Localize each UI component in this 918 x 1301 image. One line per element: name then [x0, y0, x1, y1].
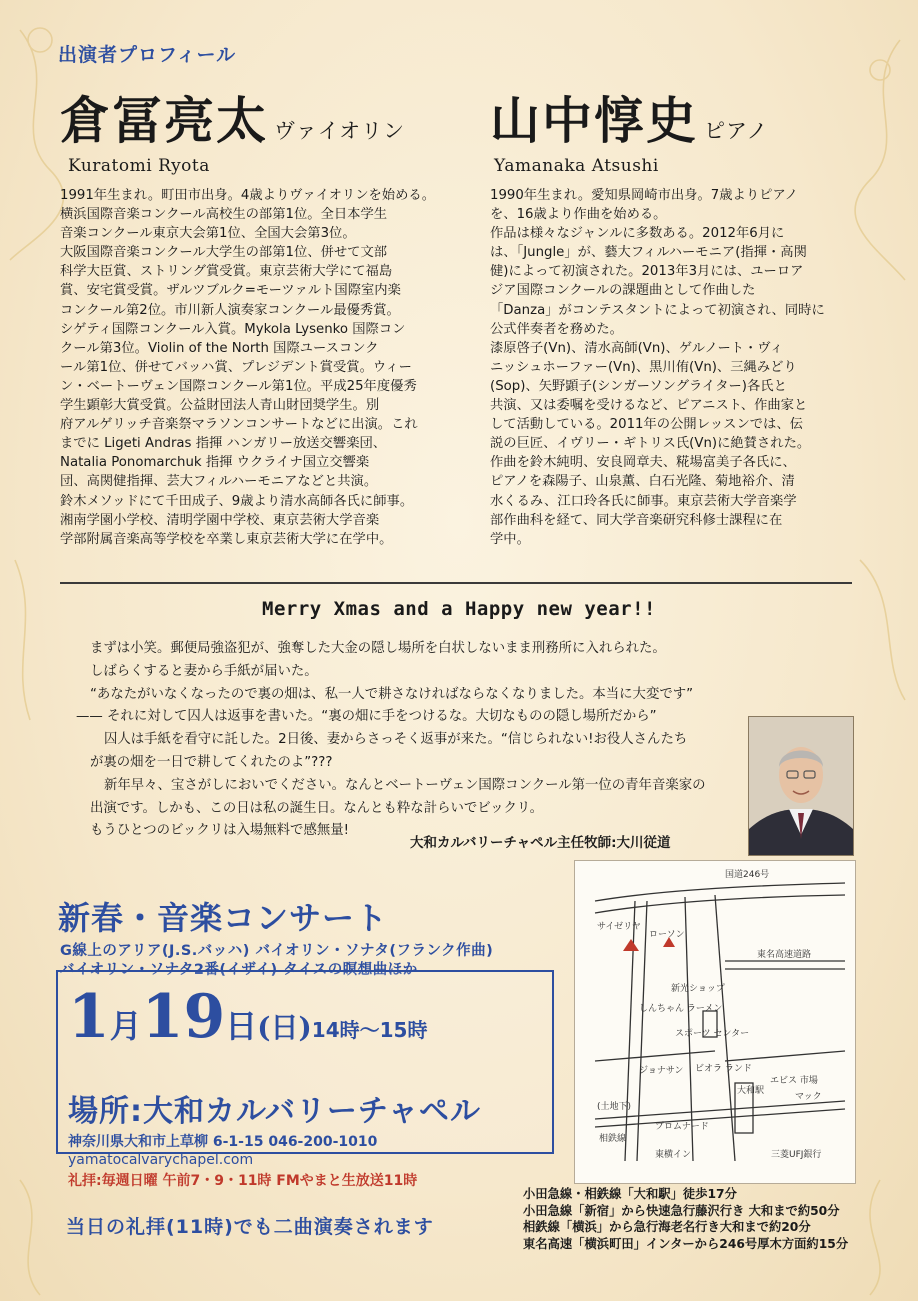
section-divider — [60, 582, 852, 584]
map-label-odakyu: (土地下) — [597, 1102, 632, 1112]
map-label-shinkeisho: 新光ショップ — [671, 984, 725, 994]
performer-name-en: Kuratomi Ryota — [68, 156, 210, 176]
access-line: 東名高速「横浜町田」インターから246号厚木方面約15分 — [523, 1236, 849, 1251]
bio-line: Natalia Ponomarchuk 指揮 ウクライナ国立交響楽 — [60, 455, 370, 471]
map-label-restaurant: サイゼリヤ — [597, 922, 641, 932]
performer-bio-violin — [60, 186, 452, 549]
worship-schedule: 礼拝:毎週日曜 午前7・9・11時 FMやまと生放送11時 — [68, 1173, 418, 1189]
bio-line: までに Ligeti Andras 指揮 ハンガリー放送交響楽団、 — [60, 436, 387, 452]
bio-line: シゲティ国際コンクール入賞。Mykola Lysenko 国際コン — [60, 321, 406, 337]
program-line: バイオリン・ソナタ2番(イザイ) タイスの瞑想曲ほか — [60, 962, 418, 978]
xmas-message — [76, 638, 740, 843]
map-label-mac: マック — [795, 1092, 822, 1102]
pastor-photo — [748, 716, 854, 856]
bio-line: 鈴木メソッドにて千田成子、9歳より清水高師各氏に師事。 — [60, 493, 414, 509]
bio-line: 漆原啓子(Vn)、清水高師(Vn)、ゲルノート・ヴィ — [490, 340, 784, 356]
bio-line: は、「Jungle」が、藝大フィルハーモニア(指揮・高関 — [490, 245, 807, 261]
bio-line: 湘南学園小学校、清明学園中学校、東京芸術大学音楽 — [60, 512, 380, 528]
message-line: 出演です。しかも、この日は私の誕生日。なんとも粋な計らいでビックリ。 — [90, 800, 544, 816]
map-label-sports: スポーツ センター — [675, 1029, 750, 1039]
message-line: もうひとつのビックリは入場無料で感無量! — [90, 823, 349, 839]
message-line: 新年早々、宝さがしにおいでください。なんとベートーヴェン国際コンクール第一位の青年音楽家の — [104, 777, 706, 793]
bio-line: 「Danza」がコンテスタントによって初演され、同時に — [490, 302, 825, 318]
section-label: 出演者プロフィール — [58, 44, 237, 66]
bio-line: 説の巨匠、イヴリー・ギトリス氏(Vn)に絶賛された。 — [490, 436, 811, 452]
bio-line: して活動している。2011年の公開レッスンでは、伝 — [490, 417, 803, 433]
xmas-title: Merry Xmas and a Happy new year!! — [262, 598, 656, 620]
bio-line: ジア国際コンクールの課題曲として作曲した — [490, 283, 756, 299]
bio-line: 作曲を鈴木純明、安良岡章夫、糀場富美子各氏に、 — [490, 455, 796, 471]
performer-role: ヴァイオリン — [274, 119, 406, 143]
message-line: しばらくすると妻から手紙が届いた。 — [90, 663, 318, 679]
date-month-unit: 月 — [109, 1007, 142, 1045]
bio-line: コンクール第2位。市川新人演奏家コンクール最優秀賞。 — [60, 302, 400, 318]
bio-line: 共演、又は委嘱を受けるなど、ピアニスト、作曲家と — [490, 398, 808, 414]
bio-line: 1991年生まれ。町田市出身。4歳よりヴァイオリンを始める。 — [60, 188, 435, 203]
bio-line: ン・ベートーヴェン国際コンクール第1位。平成25年度優秀 — [60, 378, 417, 394]
date-month: 1 — [68, 982, 110, 1052]
bio-line: ール第1位、併せてバッハ賞、プレジデント賞受賞。ウィー — [60, 359, 412, 375]
bio-line: 科学大臣賞、ストリング賞受賞。東京芸術大学にて福島 — [60, 264, 393, 280]
performer-name-piano — [490, 91, 769, 150]
program-line: G線上のアリア(J.S.バッハ) バイオリン・ソナタ(フランク作曲) — [60, 943, 494, 959]
map-label-route246: 国道246号 — [725, 870, 770, 880]
concert-title: 新春・音楽コンサート — [58, 899, 389, 937]
bio-line: ニッシュホーファー(Vn)、黒川侑(Vn)、三縄みどり — [490, 359, 797, 375]
bio-line: 学中。 — [490, 531, 530, 547]
access-line: 小田急線「新宿」から快速急行藤沢行き 大和まで約50分 — [523, 1203, 840, 1218]
bio-line: 公式伴奏者を務めた。 — [490, 321, 623, 337]
bio-line: 健)によって初演された。2013年3月には、ユーロア — [490, 264, 804, 280]
message-line: が裏の畑を一日で耕してくれたのよ”??? — [90, 754, 333, 770]
bio-line: 作品は様々なジャンルに多数ある。2012年6月に — [490, 226, 785, 242]
performer-name-violin — [60, 91, 406, 150]
message-line: —— それに対して囚人は返事を書いた。“裏の畑に手をつけるな。大切なものの隠し場所だから” — [76, 709, 657, 725]
performer-name-jp: 山中惇史 — [490, 91, 698, 150]
bio-line: 学部附属音楽高等学校を卒業し東京芸術大学に在学中。 — [60, 531, 393, 547]
bio-line: 音楽コンクール東京大会第1位、全国大会第3位。 — [60, 226, 356, 242]
map-label-tokyu: 東横イン — [655, 1150, 692, 1160]
map-label-promenade: プロムナード — [655, 1122, 709, 1132]
pastor-signature: 大和カルバリーチャペル主任牧師:大川従道 — [410, 835, 671, 851]
bio-line: ピアノを森陽子、山泉薫、白石光隆、菊地裕介、清 — [490, 474, 795, 490]
message-line: 囚人は手紙を看守に託した。2日後、妻からさっそく返事が来た。“信じられない!お役人さんたち — [104, 732, 688, 748]
performer-role: ピアノ — [704, 119, 769, 143]
bio-line: クール第3位。Violin of the North 国際ユースコンク — [60, 340, 379, 356]
venue-address: 神奈川県大和市上草柳 6-1-15 046-200-1010 — [68, 1134, 378, 1150]
map-label-sotetsu: 相鉄線 — [599, 1134, 627, 1144]
bio-line: 大阪国際音楽コンクール大学生の部第1位、併せて文部 — [60, 245, 388, 261]
website-link[interactable]: yamatocalvarychapel.com — [68, 1152, 254, 1168]
access-map — [574, 860, 856, 1184]
map-label-ebisu: エビス 市場 — [770, 1076, 818, 1086]
bio-line: 横浜国際音楽コンクール高校生の部第1位。全日本学生 — [60, 207, 388, 223]
map-label-station: 大和駅 — [737, 1086, 765, 1096]
map-label-tomei: 東名高速道路 — [757, 950, 812, 960]
bottom-note: 当日の礼拝(11時)でも二曲演奏されます — [66, 1216, 434, 1238]
access-info — [523, 1186, 848, 1252]
bio-line: 水くるみ、江口玲各氏に師事。東京芸術大学音楽学 — [490, 493, 797, 509]
bio-line: 賞、安宅賞受賞。ザルツブルク=モーツァルト国際室内楽 — [60, 283, 401, 299]
message-line: “あなたがいなくなったので裏の畑は、私一人で耕さなければならなくなりました。本当に大変です” — [90, 686, 694, 702]
bio-line: (Sop)、矢野顕子(シンガーソングライター)各氏と — [490, 378, 787, 394]
map-label-jonathan: ジョナサン — [639, 1066, 684, 1076]
bio-line: 学生顕彰大賞受賞。公益財団法人青山財団奨学生。別 — [60, 398, 380, 414]
bio-line: 部作曲科を経て、同大学音楽研究科修士課程に在 — [490, 512, 783, 528]
message-line: まずは小笑。郵便局強盗犯が、強奪した大金の隠し場所を白状しないまま刑務所に入れられた。 — [90, 641, 666, 656]
bio-line: 1990年生まれ。愛知県岡崎市出身。7歳よりピアノ — [490, 188, 798, 203]
map-label-lawson: ローソン — [649, 930, 685, 940]
access-line: 小田急線・相鉄線「大和駅」徒歩17分 — [523, 1187, 737, 1201]
performer-name-jp: 倉冨亮太 — [60, 91, 268, 150]
date-weekday: (日) — [257, 1011, 312, 1044]
date-day: 19 — [141, 982, 226, 1052]
map-label-dental: ビオラ ランド — [695, 1064, 752, 1074]
concert-time: 14時〜15時 — [311, 1018, 428, 1042]
performer-name-en: Yamanaka Atsushi — [494, 156, 659, 176]
bio-line: 団、高関健指揮、芸大フィルハーモニアなどと共演。 — [60, 474, 378, 490]
performer-bio-piano — [490, 186, 852, 549]
bio-line: を、16歳より作曲を始める。 — [490, 207, 667, 223]
venue: 場所:大和カルバリーチャペル — [68, 1094, 481, 1129]
bio-line: 府アルゲリッチ音楽祭マラソンコンサートなどに出演。これ — [60, 417, 418, 433]
concert-date — [68, 982, 427, 1052]
date-day-unit: 日 — [225, 1007, 258, 1045]
map-label-ufj: 三菱UFJ銀行 — [771, 1150, 822, 1160]
map-label-ramen: しんちゃん ラーメン — [639, 1004, 723, 1014]
access-line: 相鉄線「横浜」から急行海老名行き大和まで約20分 — [523, 1220, 811, 1234]
